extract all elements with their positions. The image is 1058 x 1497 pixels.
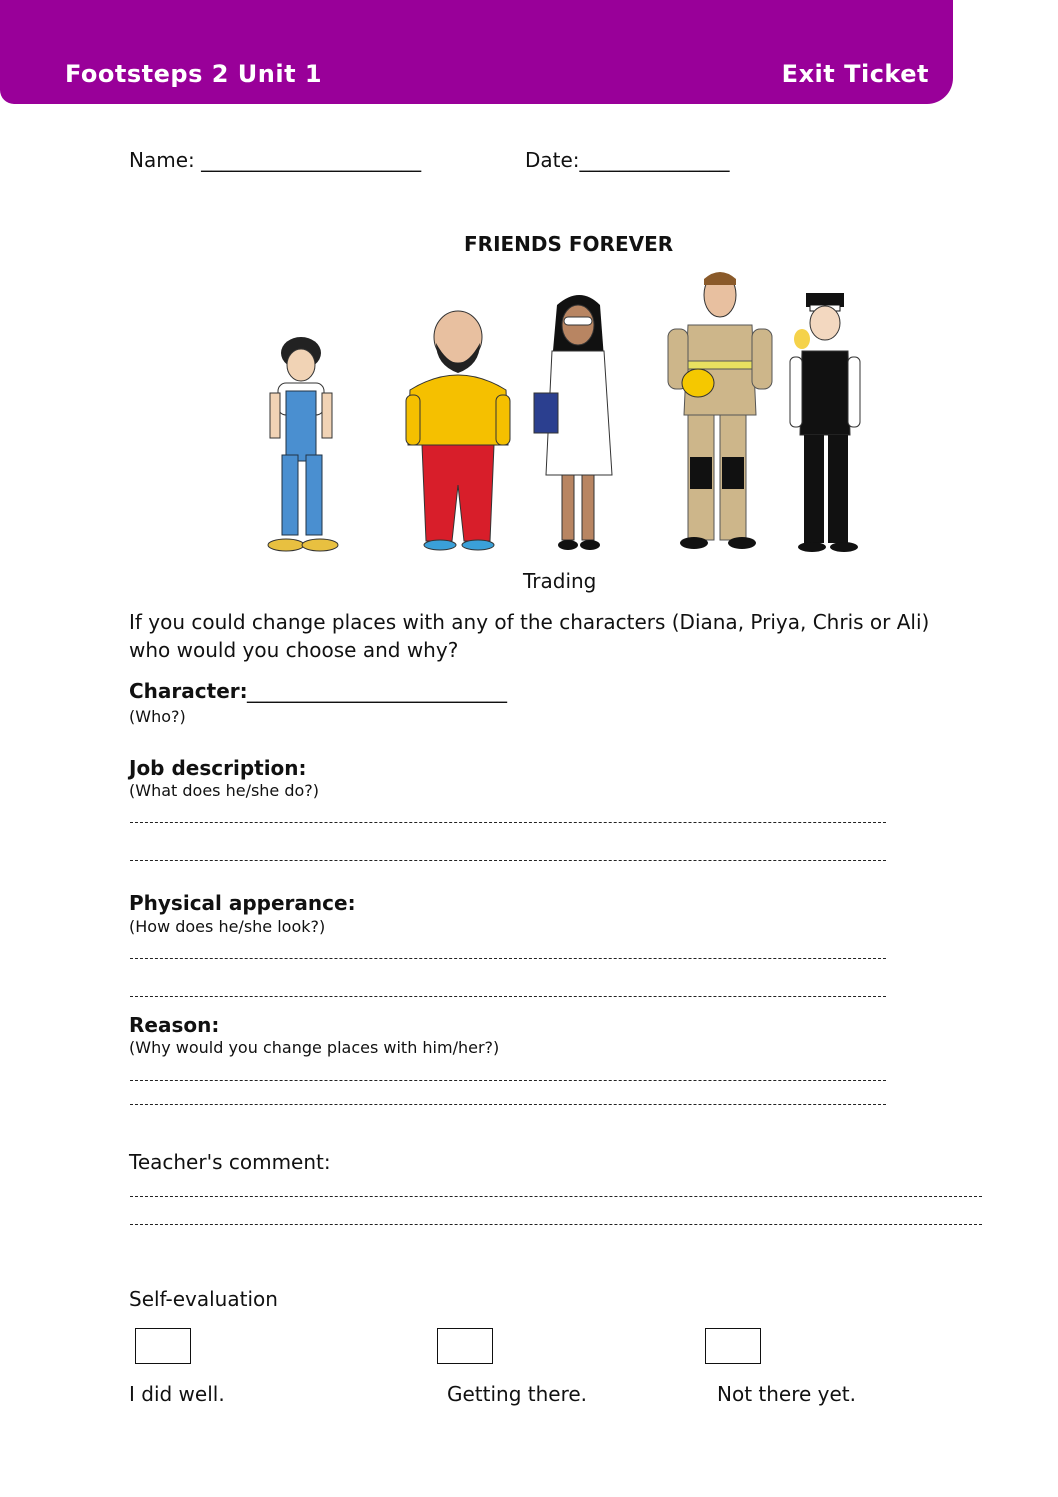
character-boy [268,337,338,551]
self-evaluation-label: Self-evaluation [129,1287,278,1311]
physical-label: Physical apperance: [129,891,356,915]
teacher-comment-line[interactable] [130,1224,982,1225]
reason-answer-line[interactable] [130,1104,886,1105]
reason-answer-line[interactable] [130,1080,886,1081]
teacher-comment-label: Teacher's comment: [129,1150,331,1174]
teacher-comment-line[interactable] [130,1196,982,1197]
question-line-1: If you could change places with any of the characters (Diana, Priya, Chris or Ali) [129,610,930,634]
option-getting-there: Getting there. [447,1382,588,1406]
character-doctor [534,295,612,550]
option-not-there-yet: Not there yet. [717,1382,857,1406]
checkbox-not-there-yet[interactable] [705,1328,761,1364]
character-bearded-man [406,311,510,550]
character-firefighter [668,272,772,549]
checkbox-did-well[interactable] [135,1328,191,1364]
character-hint: (Who?) [129,707,186,726]
job-label: Job description: [129,756,307,780]
header-banner [0,0,953,104]
character-police-officer [790,293,860,552]
unit-title: Footsteps 2 Unit 1 [65,60,323,88]
worksheet-title: FRIENDS FOREVER [464,232,674,256]
ticket-title: Exit Ticket [781,60,929,88]
checkbox-getting-there[interactable] [437,1328,493,1364]
name-field[interactable]: Name: ______________________ [129,148,422,172]
physical-hint: (How does he/she look?) [129,917,326,936]
physical-answer-line[interactable] [130,996,886,997]
physical-answer-line[interactable] [130,958,886,959]
question-line-2: who would you choose and why? [129,638,459,662]
characters-illustration [250,265,870,560]
character-field[interactable]: __________________________ [247,679,507,703]
reason-label: Reason: [129,1013,220,1037]
job-hint: (What does he/she do?) [129,781,320,800]
image-caption: Trading [523,569,597,593]
option-did-well: I did well. [129,1382,225,1406]
character-label: Character: [129,679,248,703]
job-answer-line[interactable] [130,860,886,861]
date-field[interactable]: Date:_______________ [525,148,730,172]
reason-hint: (Why would you change places with him/her?) [129,1038,500,1057]
job-answer-line[interactable] [130,822,886,823]
